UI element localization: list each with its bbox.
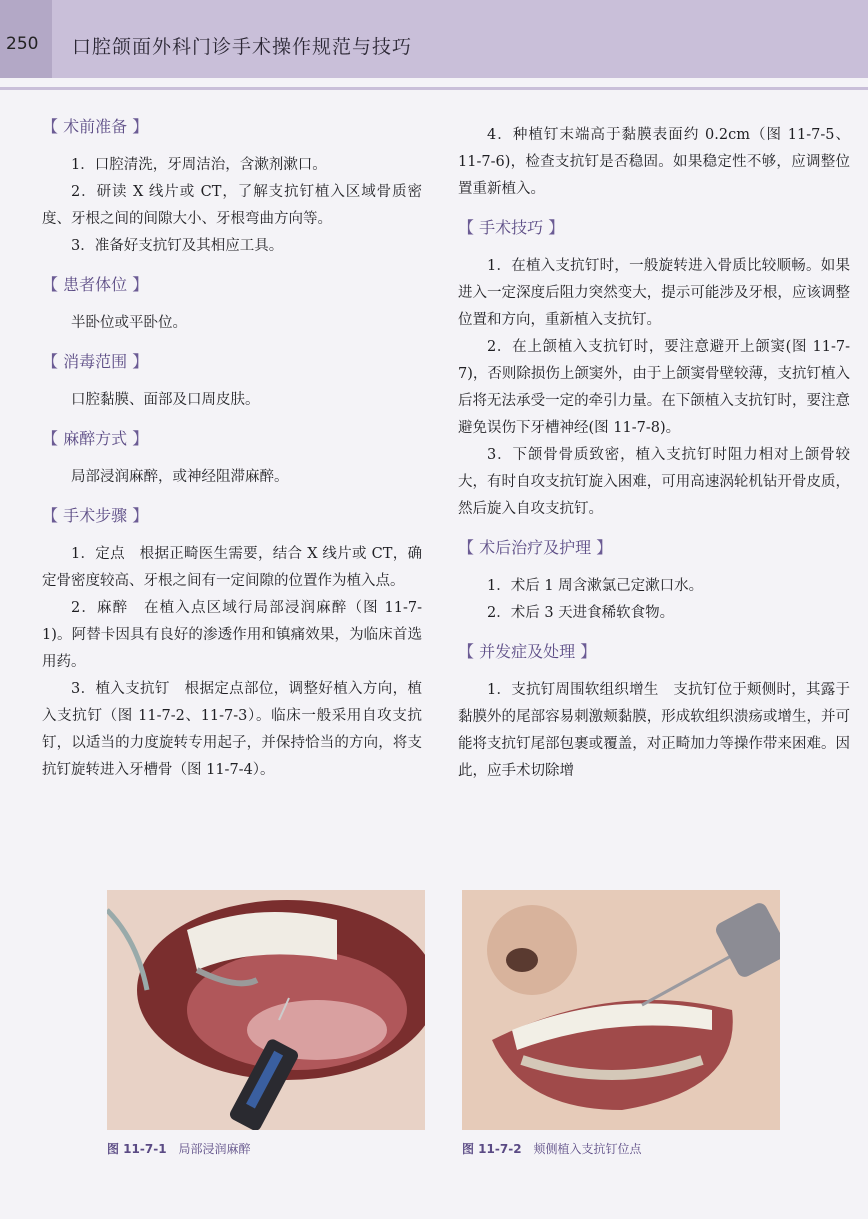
paragraph: 3．准备好支抗钉及其相应工具。 [71, 238, 284, 254]
section-heading: 【 并发症及处理 】 [458, 642, 597, 661]
running-title: 口腔颌面外科门诊手术操作规范与技巧 [72, 36, 413, 58]
section-tips [458, 217, 850, 523]
section-step4 [458, 122, 850, 203]
page-number: 250 [6, 34, 39, 54]
section-heading: 【 消毒范围 】 [42, 352, 149, 371]
figure-caption [462, 1140, 642, 1157]
paragraph: 1．支抗钉周围软组织增生 支抗钉位于颊侧时，其露于黏膜外的尾部容易刺激颊黏膜，形成软组织溃疡或增生，并可能将支抗钉尾部包裹或覆盖，对正畸加力等操作带来困难。因此，应手术切除增 [458, 682, 850, 779]
section-heading: 【 麻醉方式 】 [42, 429, 149, 448]
figure-photo-buccal-site [462, 890, 780, 1130]
section-post [458, 537, 850, 627]
buccal-site-photo-illustration [462, 890, 780, 1130]
paragraph: 2．术后 3 天进食稀软食物。 [487, 605, 675, 621]
figure-caption-text: 颊侧植入支抗钉位点 [533, 1142, 642, 1156]
section-heading: 【 术前准备 】 [42, 117, 149, 136]
right-column [458, 122, 850, 799]
figure-number: 图 11-7-1 [107, 1142, 167, 1156]
section-heading: 【 患者体位 】 [42, 275, 149, 294]
section-heading: 【 术后治疗及护理 】 [458, 538, 613, 557]
paragraph: 3．植入支抗钉 根据定点部位，调整好植入方向，植入支抗钉（图 11-7-2、11-7-3）。临床一般采用自攻支抗钉，以适当的力度旋转专用起子，并保持恰当的方向，将支抗钉旋转进入牙槽骨（图 11-7-4）。 [42, 681, 422, 778]
section-heading: 【 手术技巧 】 [458, 218, 565, 237]
paragraph: 1．定点 根据正畸医生需要，结合 X 线片或 CT，确定骨密度较高、牙根之间有一定间隙的位置作为植入点。 [42, 546, 422, 589]
figure-caption-text: 局部浸润麻醉 [178, 1142, 251, 1156]
paragraph: 4．种植钉末端高于黏膜表面约 0.2cm（图 11-7-5、11-7-6)，检查支抗钉是否稳固。如果稳定性不够，应调整位置重新植入。 [458, 127, 850, 197]
page-header [0, 0, 868, 78]
figure-photo-injection [107, 890, 425, 1130]
left-column [42, 108, 422, 798]
paragraph: 3．下颌骨骨质致密，植入支抗钉时阻力相对上颌骨较大，有时自攻支抗钉旋入困难，可用高速涡轮机钻开骨皮质，然后旋入自攻支抗钉。 [458, 447, 850, 517]
header-rule [0, 87, 868, 90]
injection-photo-illustration [107, 890, 425, 1130]
section-complications [458, 641, 850, 785]
section-disinfect [42, 351, 422, 414]
section-anesthesia [42, 428, 422, 491]
page-number-box [0, 0, 52, 78]
section-steps [42, 505, 422, 784]
paragraph: 2．研读 X 线片或 CT，了解支抗钉植入区域骨质密度、牙根之间的间隙大小、牙根弯曲方向等。 [42, 184, 422, 227]
paragraph: 局部浸润麻醉，或神经阻滞麻醉。 [71, 469, 289, 485]
paragraph: 1．口腔清洗，牙周洁治，含漱剂漱口。 [71, 157, 327, 173]
paragraph: 1．术后 1 周含漱氯己定漱口水。 [487, 578, 704, 594]
paragraph: 2．在上颌植入支抗钉时，要注意避开上颌窦(图 11-7-7)，否则除损伤上颌窦外，由于上颌窦骨壁较薄，支抗钉植入后将无法承受一定的牵引力量。在下颌植入支抗钉时，要注意避免误伤下牙槽神经(图 11-7-8)。 [458, 339, 850, 436]
section-position [42, 274, 422, 337]
paragraph: 1．在植入支抗钉时，一般旋转进入骨质比较顺畅。如果进入一定深度后阻力突然变大，提示可能涉及牙根，应该调整位置和方向，重新植入支抗钉。 [458, 258, 850, 328]
section-heading: 【 手术步骤 】 [42, 506, 149, 525]
section-prep [42, 116, 422, 260]
figure-number: 图 11-7-2 [462, 1142, 522, 1156]
paragraph: 半卧位或平卧位。 [71, 315, 187, 331]
paragraph: 2．麻醉 在植入点区域行局部浸润麻醉（图 11-7-1)。阿替卡因具有良好的渗透作用和镇痛效果，为临床首选用药。 [42, 600, 422, 670]
figure-caption [107, 1140, 251, 1157]
paragraph: 口腔黏膜、面部及口周皮肤。 [71, 392, 260, 408]
